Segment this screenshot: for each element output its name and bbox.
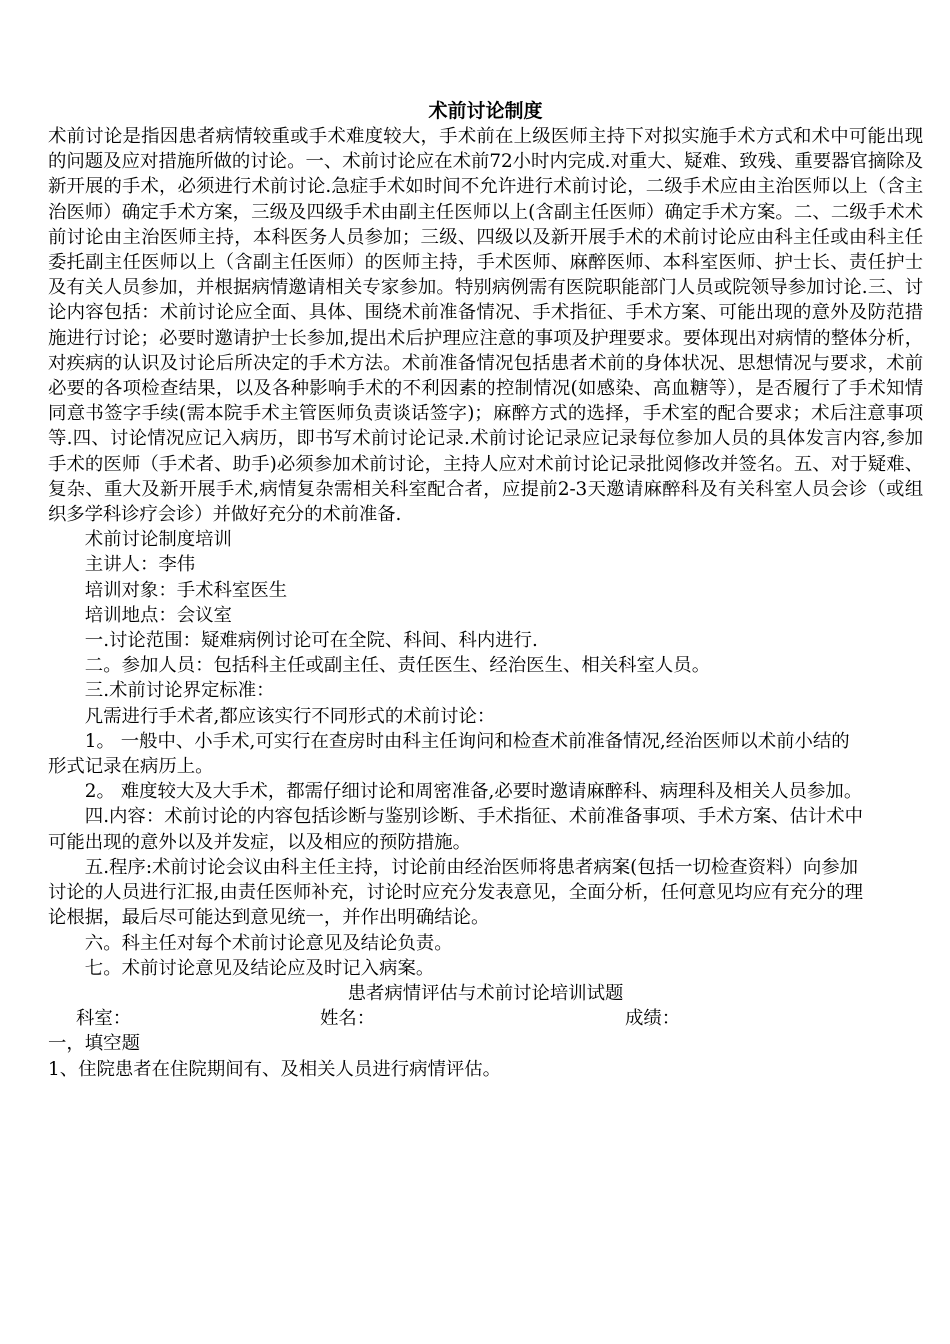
section-fill-in: 一，填空题 [48,1033,140,1055]
exam-title: 患者病情评估与术前讨论培训试题 [347,982,624,1004]
field-score: 成绩： [625,1008,681,1030]
item-participants: 二。参加人员：包括科主任或副主任、责任医生、经治医生、相关科室人员。 [84,655,711,677]
item-procedure: 五.程序:术前讨论会议由科主任主持，讨论前由经治医师将患者病案(包括一切检查资料）向参加讨论的人员进行汇报,由责任医师补充，讨论时应充分发表意见，全面分析，任何意见均应有充分的理论根据，最后尽可能达到意见统一，并作出明确结论。 [48,856,864,929]
field-department: 科室： [76,1008,132,1030]
item-criteria-note: 凡需进行手术者,都应该实行不同形式的术前讨论： [84,705,496,727]
training-audience: 培训对象：手术科室医生 [84,579,288,601]
training-location: 培训地点：会议室 [84,604,232,626]
field-name: 姓名： [320,1008,376,1030]
document-page [48,98,923,1082]
training-speaker: 主讲人：李伟 [84,554,196,576]
training-title: 术前讨论制度培训 [84,529,232,551]
intro-paragraph: 术前讨论是指因患者病情较重或手术难度较大，手术前在上级医师主持下对拟实施手术方式和术中可能出现的问题及应对措施所做的讨论。一、术前讨论应在术前72小时内完成.对重大、疑难、致残、重要器官摘除及新开展的手术，必须进行术前讨论.急症手术如时间不允许进行术前讨论，二级手术应由主治医师以上（含主治医师）确定手术方案，三级及四级手术由副主任医师以上(含副主任医师）确定手术方案。二、二级手术术前讨论由主治医师主持，本科医务人员参加；三级、四级以及新开展手术的术前讨论应由科主任或由科主任委托副主任医师以上（含副主任医师）的医师主持，手术医师、麻醉医师、本科室医师、护士长、责任护士及有关人员参加，并根据病情邀请相关专家参加。特别病例需有医院职能部门人员或院领导参加讨论.三、讨论内容包括：术前讨论应全面、具体、围绕术前准备情况、手术指征、手术方案、可能出现的意外及防范措施进行讨论；必要时邀请护士长参加,提出术后护理应注意的事项及护理要求。要体现出对病情的整体分析，对疾病的认识及讨论后所决定的手术方法。术前准备情况包括患者术前的身体状况、思想情况与要求，术前必要的各项检查结果，以及各种影响手术的不利因素的控制情况(如感染、高血糖等），是否履行了手术知情同意书签字手续(需本院手术主管医师负责谈话签字)；麻醉方式的选择，手术室的配合要求；术后注意事项等.四、讨论情况应记入病历，即书写术前讨论记录.术前讨论记录应记录每位参加人员的具体发言内容,参加手术的医师（手术者、助手)必须参加术前讨论，主持人应对术前讨论记录批阅修改并签名。五、对于疑难、复杂、重大及新开展手术,病情复杂需相关科室配合者，应提前2-3天邀请麻醉科及有关科室人员会诊（或组织多学科诊疗会诊）并做好充分的术前准备. [48,126,923,526]
exam-header-fields [48,1006,923,1031]
document-title: 术前讨论制度 [428,100,543,122]
item-scope: 一.讨论范围：疑难病例讨论可在全院、科间、科内进行. [84,630,538,652]
item-record: 七。术前讨论意见及结论应及时记入病案。 [84,957,435,979]
item-criteria-2: 2。 难度较大及大手术，都需仔细讨论和周密准备,必要时邀请麻醉科、病理科及相关人员参加。 [84,781,863,803]
item-responsibility: 六。科主任对每个术前讨论意见及结论负责。 [84,932,453,954]
item-criteria: 三.术前讨论界定标准： [84,680,275,702]
item-criteria-1: 1。 一般中、小手术,可实行在查房时由科主任询问和检查术前准备情况,经治医师以术前小结的形式记录在病历上。 [48,730,850,778]
question-1: 1、住院患者在住院期间有、及相关人员进行病情评估。 [48,1058,502,1080]
item-content: 四.内容：术前讨论的内容包括诊断与鉴别诊断、手术指征、术前准备事项、手术方案、估计术中可能出现的意外以及并发症，以及相应的预防措施。 [48,806,864,853]
